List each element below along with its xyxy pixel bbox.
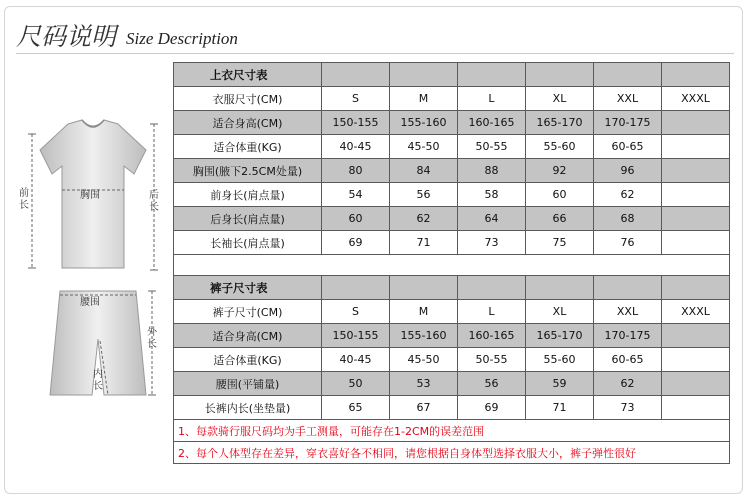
table-cell: 40-45	[322, 348, 390, 372]
row-label: 适合身高(CM)	[174, 324, 322, 348]
table-cell: 88	[458, 159, 526, 183]
table-cell: XXXL	[662, 87, 730, 111]
row-label: 长裤内长(坐垫量)	[174, 396, 322, 420]
row-label: 腰围(平铺量)	[174, 372, 322, 396]
table-cell: 160-165	[458, 324, 526, 348]
table-row	[174, 348, 730, 372]
chest-label: 胸围	[80, 190, 100, 201]
table-cell	[662, 183, 730, 207]
table-row	[174, 300, 730, 324]
table-cell: S	[322, 87, 390, 111]
table-cell: 84	[390, 159, 458, 183]
table-cell: 55-60	[526, 135, 594, 159]
table-cell: 53	[390, 372, 458, 396]
table-cell: 155-160	[390, 324, 458, 348]
table-cell: 58	[458, 183, 526, 207]
table-cell: 40-45	[322, 135, 390, 159]
table-cell: 160-165	[458, 111, 526, 135]
header-divider	[16, 53, 734, 54]
table-row	[174, 159, 730, 183]
table-cell: 165-170	[526, 111, 594, 135]
jersey-table	[174, 63, 730, 255]
table-cell	[662, 396, 730, 420]
table-cell: 96	[594, 159, 662, 183]
table-cell: 50-55	[458, 135, 526, 159]
table-cell	[662, 135, 730, 159]
shorts-table	[174, 276, 730, 420]
table-cell: 60-65	[594, 348, 662, 372]
shorts-illustration	[18, 285, 168, 405]
row-label: 适合身高(CM)	[174, 111, 322, 135]
table-cell: XL	[526, 87, 594, 111]
table-cell: XXL	[594, 87, 662, 111]
inseam-label: 内长	[93, 369, 103, 392]
table-cell: 155-160	[390, 111, 458, 135]
title-en: Size Description	[126, 29, 238, 48]
row-label: 适合体重(KG)	[174, 135, 322, 159]
table-row	[174, 111, 730, 135]
table-cell: 45-50	[390, 348, 458, 372]
table-cell: 55-60	[526, 348, 594, 372]
table-cell: M	[390, 300, 458, 324]
table-cell: L	[458, 300, 526, 324]
note-2: 2、每个人体型存在差异，穿衣喜好各不相同，请您根据自身体型选择衣服大小，裤子弹性很好	[174, 442, 730, 464]
table-cell	[662, 231, 730, 255]
note-1: 1、每款骑行服尺码均为手工测量，可能存在1-2CM的误差范围	[174, 420, 730, 442]
table-cell: 60	[322, 207, 390, 231]
note-row	[174, 420, 730, 442]
table-cell: 54	[322, 183, 390, 207]
jersey-illustration	[18, 110, 168, 280]
table-cell: 66	[526, 207, 594, 231]
table-cell: 65	[322, 396, 390, 420]
table-cell: L	[458, 87, 526, 111]
table-cell	[662, 348, 730, 372]
table-cell: 50-55	[458, 348, 526, 372]
table-cell: 62	[594, 372, 662, 396]
row-label: 衣服尺寸(CM)	[174, 87, 322, 111]
table-cell: 60	[526, 183, 594, 207]
table-cell: 45-50	[390, 135, 458, 159]
note-row	[174, 442, 730, 464]
size-table	[173, 62, 730, 464]
table-cell: 80	[322, 159, 390, 183]
table-cell: 76	[594, 231, 662, 255]
row-label: 适合体重(KG)	[174, 348, 322, 372]
table-cell	[662, 111, 730, 135]
table-cell: 56	[390, 183, 458, 207]
table-cell: 165-170	[526, 324, 594, 348]
table-cell: 62	[390, 207, 458, 231]
table-row	[174, 276, 730, 300]
table-row	[174, 372, 730, 396]
shorts-table-heading: 裤子尺寸表	[174, 276, 322, 300]
title-zh: 尺码说明	[16, 22, 117, 51]
table-row	[174, 324, 730, 348]
table-cell: 64	[458, 207, 526, 231]
row-label: 后身长(肩点量)	[174, 207, 322, 231]
table-cell: 67	[390, 396, 458, 420]
table-cell: 71	[526, 396, 594, 420]
table-cell: XL	[526, 300, 594, 324]
row-label: 前身长(肩点量)	[174, 183, 322, 207]
table-cell: 56	[458, 372, 526, 396]
table-cell: 50	[322, 372, 390, 396]
table-cell: 150-155	[322, 324, 390, 348]
table-cell: XXXL	[662, 300, 730, 324]
table-cell: 170-175	[594, 324, 662, 348]
back-length-label: 后长	[149, 190, 159, 213]
table-cell: 69	[322, 231, 390, 255]
table-cell: 150-155	[322, 111, 390, 135]
table-spacer	[174, 255, 730, 276]
table-row	[174, 183, 730, 207]
row-label: 裤子尺寸(CM)	[174, 300, 322, 324]
table-cell: 68	[594, 207, 662, 231]
table-row	[174, 207, 730, 231]
table-cell: 75	[526, 231, 594, 255]
table-cell: 73	[458, 231, 526, 255]
table-cell: 60-65	[594, 135, 662, 159]
table-cell: 73	[594, 396, 662, 420]
waist-label: 腰围	[80, 297, 100, 308]
front-length-label: 前长	[19, 188, 29, 211]
table-row	[174, 135, 730, 159]
notes	[174, 420, 730, 464]
page-header	[16, 18, 238, 52]
table-cell	[662, 324, 730, 348]
table-cell	[662, 372, 730, 396]
table-cell: 69	[458, 396, 526, 420]
table-cell: 170-175	[594, 111, 662, 135]
row-label: 胸围(腋下2.5CM处量)	[174, 159, 322, 183]
row-label: 长袖长(肩点量)	[174, 231, 322, 255]
table-row	[174, 396, 730, 420]
table-cell: 59	[526, 372, 594, 396]
table-row	[174, 63, 730, 87]
table-cell: 92	[526, 159, 594, 183]
spacer-row	[174, 255, 730, 276]
table-row	[174, 87, 730, 111]
table-cell: S	[322, 300, 390, 324]
table-cell: 71	[390, 231, 458, 255]
outseam-label: 外长	[147, 327, 157, 350]
table-cell: XXL	[594, 300, 662, 324]
jersey-table-heading: 上衣尺寸表	[174, 63, 322, 87]
table-cell: 62	[594, 183, 662, 207]
table-cell	[662, 159, 730, 183]
table-cell	[662, 207, 730, 231]
table-row	[174, 231, 730, 255]
table-cell: M	[390, 87, 458, 111]
